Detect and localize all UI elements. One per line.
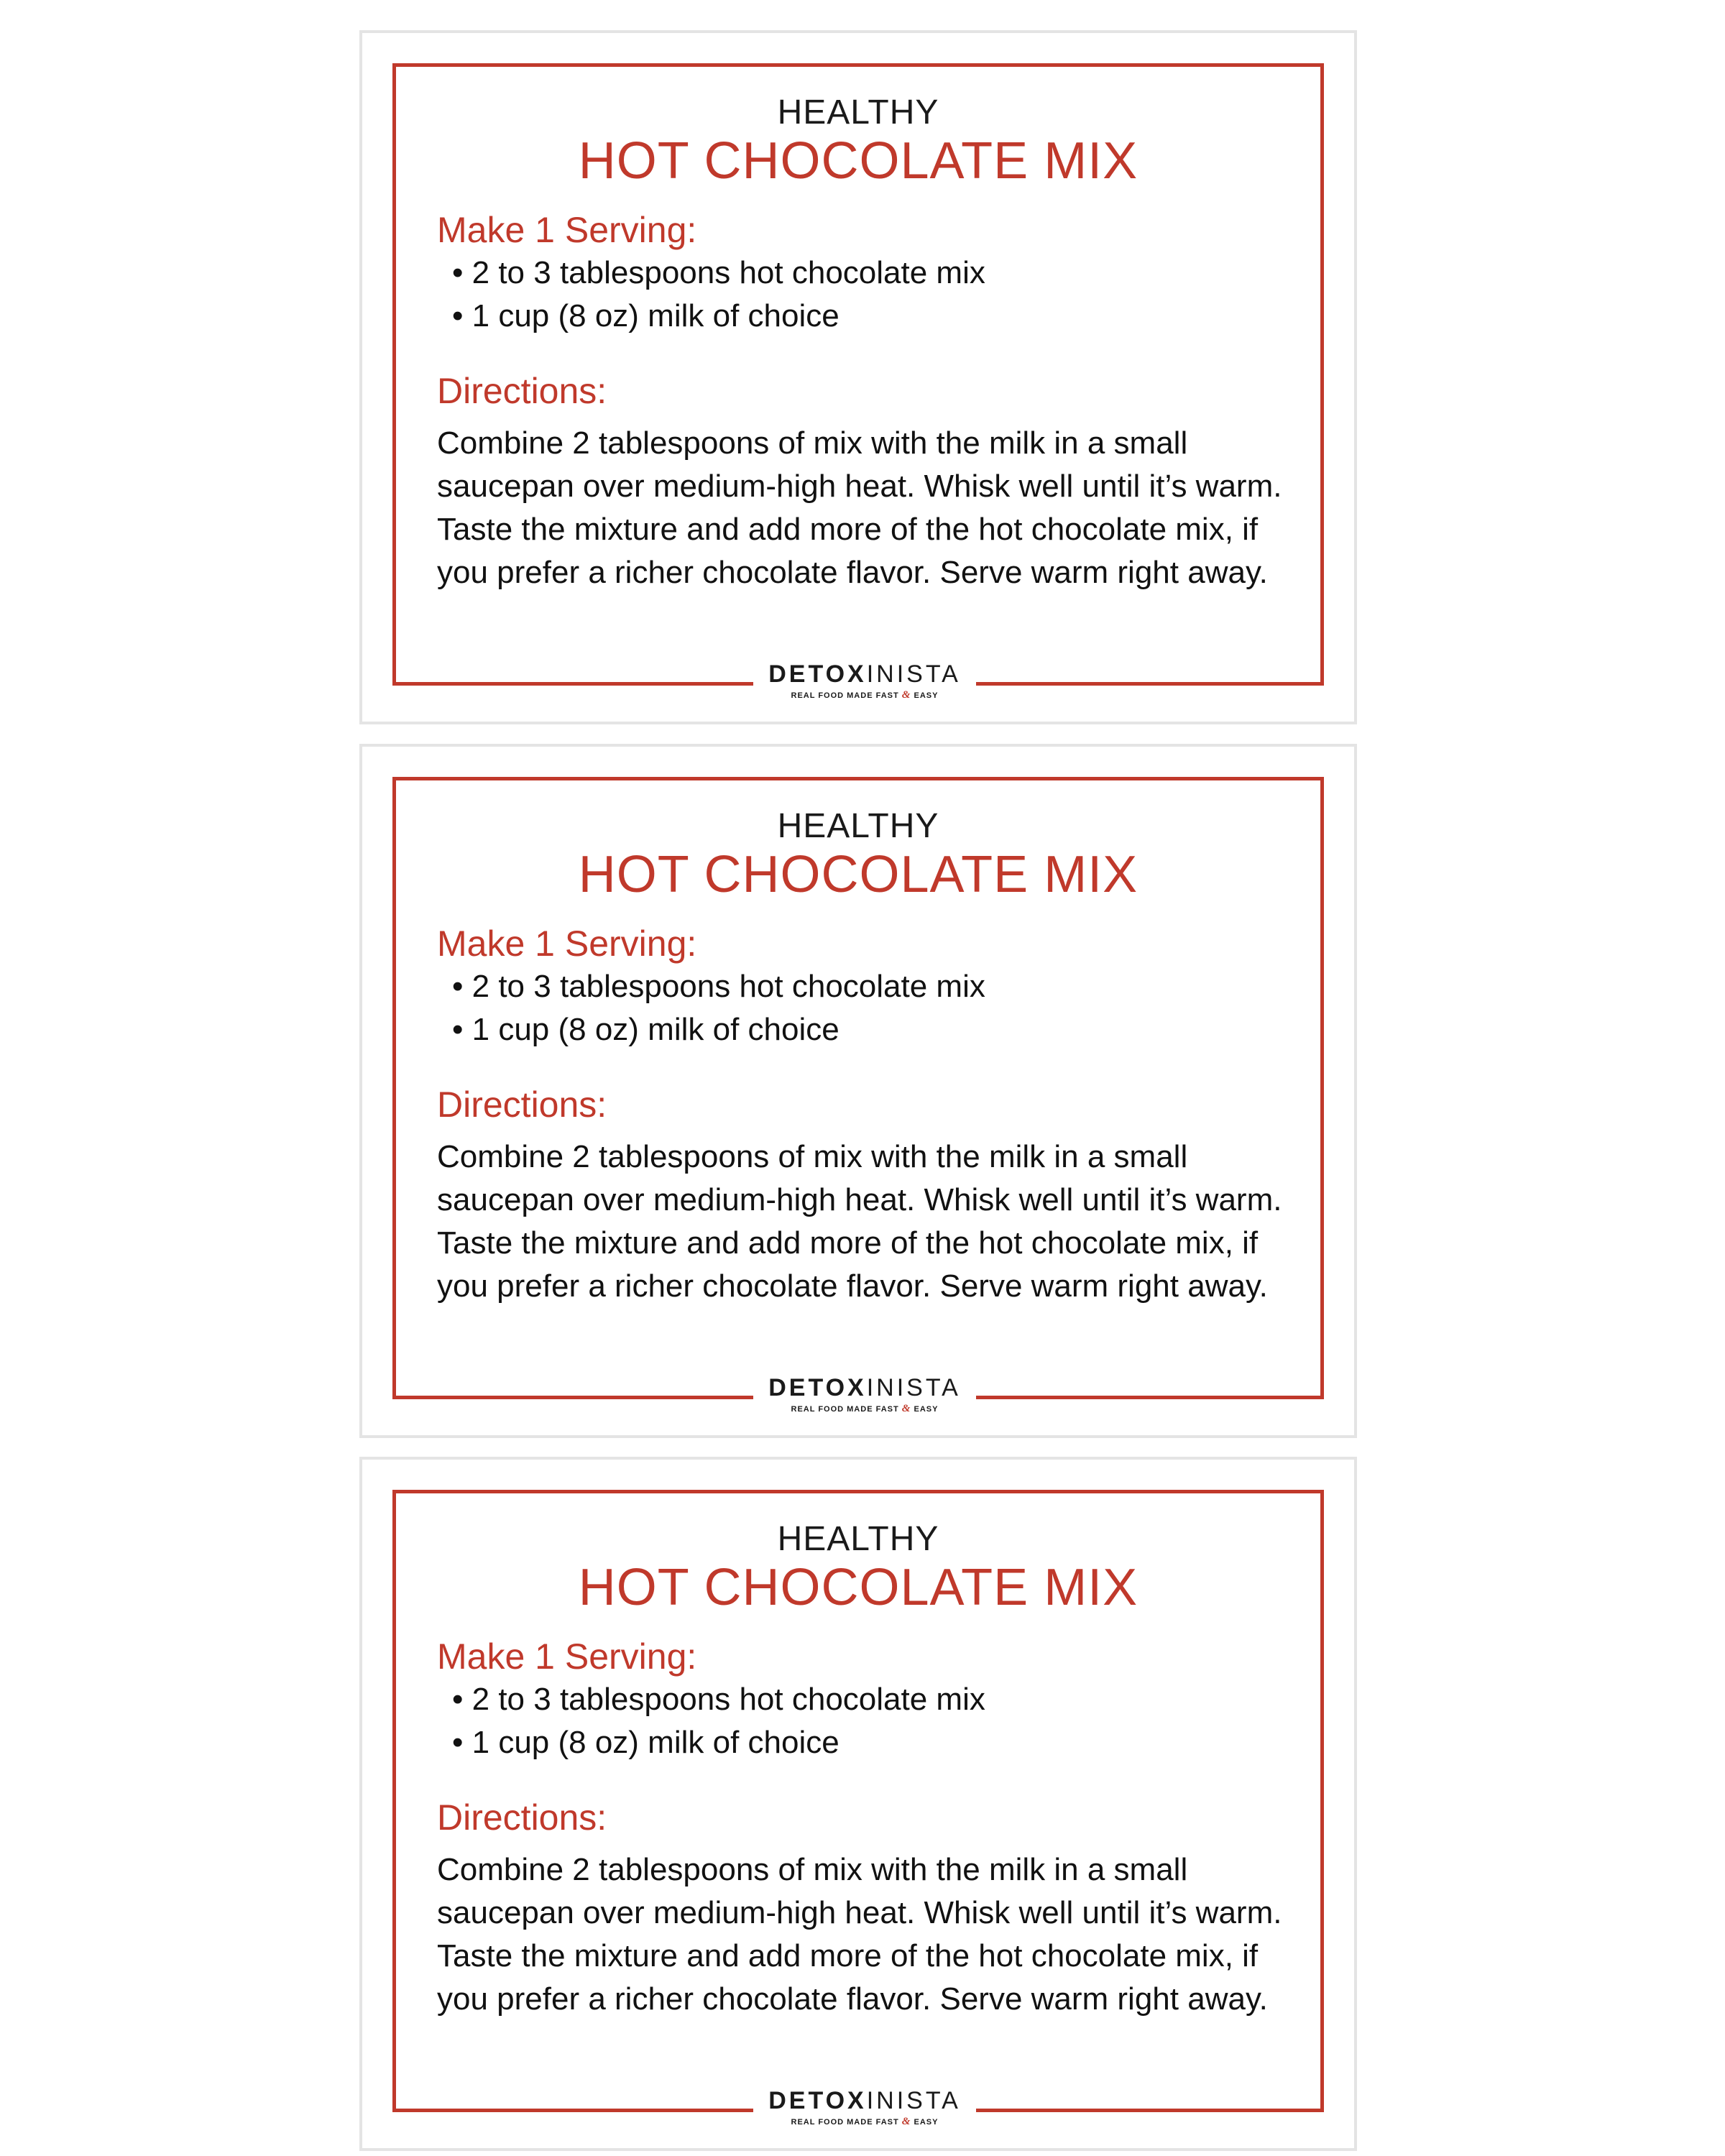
ingredient-item: • 1 cup (8 oz) milk of choice <box>452 1725 840 1760</box>
logo-rest: INISTA <box>866 2087 961 2114</box>
ingredient-item: • 1 cup (8 oz) milk of choice <box>452 298 840 333</box>
tagline-left: REAL FOOD MADE FAST <box>791 2118 899 2127</box>
serving-heading: Make 1 Serving: <box>437 1636 697 1677</box>
card-title: HOT CHOCOLATE MIX <box>578 846 1138 903</box>
logo-bold: DETOX <box>768 2087 867 2114</box>
recipe-card-frame <box>392 1490 1324 2127</box>
tagline-left: REAL FOOD MADE FAST <box>791 691 899 700</box>
detoxinista-logo <box>753 1376 976 1419</box>
directions-heading: Directions: <box>437 1797 607 1838</box>
ingredient-item: • 2 to 3 tablespoons hot chocolate mix <box>452 1682 985 1717</box>
tagline-amp: & <box>901 689 911 701</box>
directions-line: Combine 2 tablespoons of mix with the milk in a small <box>437 1139 1188 1174</box>
logo-tagline <box>753 1403 976 1415</box>
directions-heading: Directions: <box>437 371 607 411</box>
directions-line: saucepan over medium-high heat. Whisk well until it’s warm. <box>437 1182 1282 1217</box>
logo-wordmark <box>753 662 976 686</box>
detoxinista-logo <box>753 662 976 705</box>
tagline-left: REAL FOOD MADE FAST <box>791 1405 899 1414</box>
logo-bold: DETOX <box>768 1374 867 1401</box>
directions-text <box>437 422 1300 594</box>
directions-heading: Directions: <box>437 1084 607 1125</box>
recipe-card-3 <box>359 1457 1357 2151</box>
ingredient-item: • 2 to 3 tablespoons hot chocolate mix <box>452 255 985 290</box>
recipe-card-frame <box>392 63 1324 701</box>
card-title: HOT CHOCOLATE MIX <box>578 1559 1138 1616</box>
tagline-amp: & <box>901 1403 911 1414</box>
logo-bold: DETOX <box>768 660 867 688</box>
tagline-right: EASY <box>914 691 939 700</box>
detoxinista-logo <box>753 2088 976 2132</box>
ingredient-item: • 1 cup (8 oz) milk of choice <box>452 1012 840 1047</box>
tagline-amp: & <box>901 2116 911 2127</box>
directions-line: Taste the mixture and add more of the hot chocolate mix, if <box>437 1225 1259 1261</box>
logo-rest: INISTA <box>866 660 961 688</box>
logo-wordmark <box>753 2088 976 2113</box>
directions-line: you prefer a richer chocolate flavor. Serve warm right away. <box>437 1981 1268 2017</box>
directions-line: Combine 2 tablespoons of mix with the milk in a small <box>437 425 1188 461</box>
directions-line: saucepan over medium-high heat. Whisk well until it’s warm. <box>437 469 1282 504</box>
logo-tagline <box>753 689 976 701</box>
card-title: HOT CHOCOLATE MIX <box>578 132 1138 190</box>
ingredient-item: • 2 to 3 tablespoons hot chocolate mix <box>452 969 985 1004</box>
tagline-right: EASY <box>914 2118 939 2127</box>
recipe-card-1 <box>359 30 1357 724</box>
directions-line: you prefer a richer chocolate flavor. Serve warm right away. <box>437 1268 1268 1304</box>
recipe-card-frame <box>392 777 1324 1414</box>
serving-heading: Make 1 Serving: <box>437 923 697 964</box>
serving-heading: Make 1 Serving: <box>437 210 697 250</box>
card-eyebrow: HEALTHY <box>777 807 939 845</box>
directions-line: you prefer a richer chocolate flavor. Serve warm right away. <box>437 555 1268 590</box>
recipe-card-2 <box>359 744 1357 1438</box>
directions-text <box>437 1848 1300 2021</box>
tagline-right: EASY <box>914 1405 939 1414</box>
directions-line: Combine 2 tablespoons of mix with the milk in a small <box>437 1852 1188 1887</box>
logo-tagline <box>753 2116 976 2128</box>
logo-wordmark <box>753 1376 976 1400</box>
card-eyebrow: HEALTHY <box>777 1520 939 1558</box>
card-eyebrow: HEALTHY <box>777 93 939 132</box>
logo-rest: INISTA <box>866 1374 961 1401</box>
directions-text <box>437 1135 1300 1308</box>
directions-line: Taste the mixture and add more of the hot chocolate mix, if <box>437 512 1259 547</box>
directions-line: Taste the mixture and add more of the hot chocolate mix, if <box>437 1938 1259 1973</box>
directions-line: saucepan over medium-high heat. Whisk well until it’s warm. <box>437 1895 1282 1930</box>
